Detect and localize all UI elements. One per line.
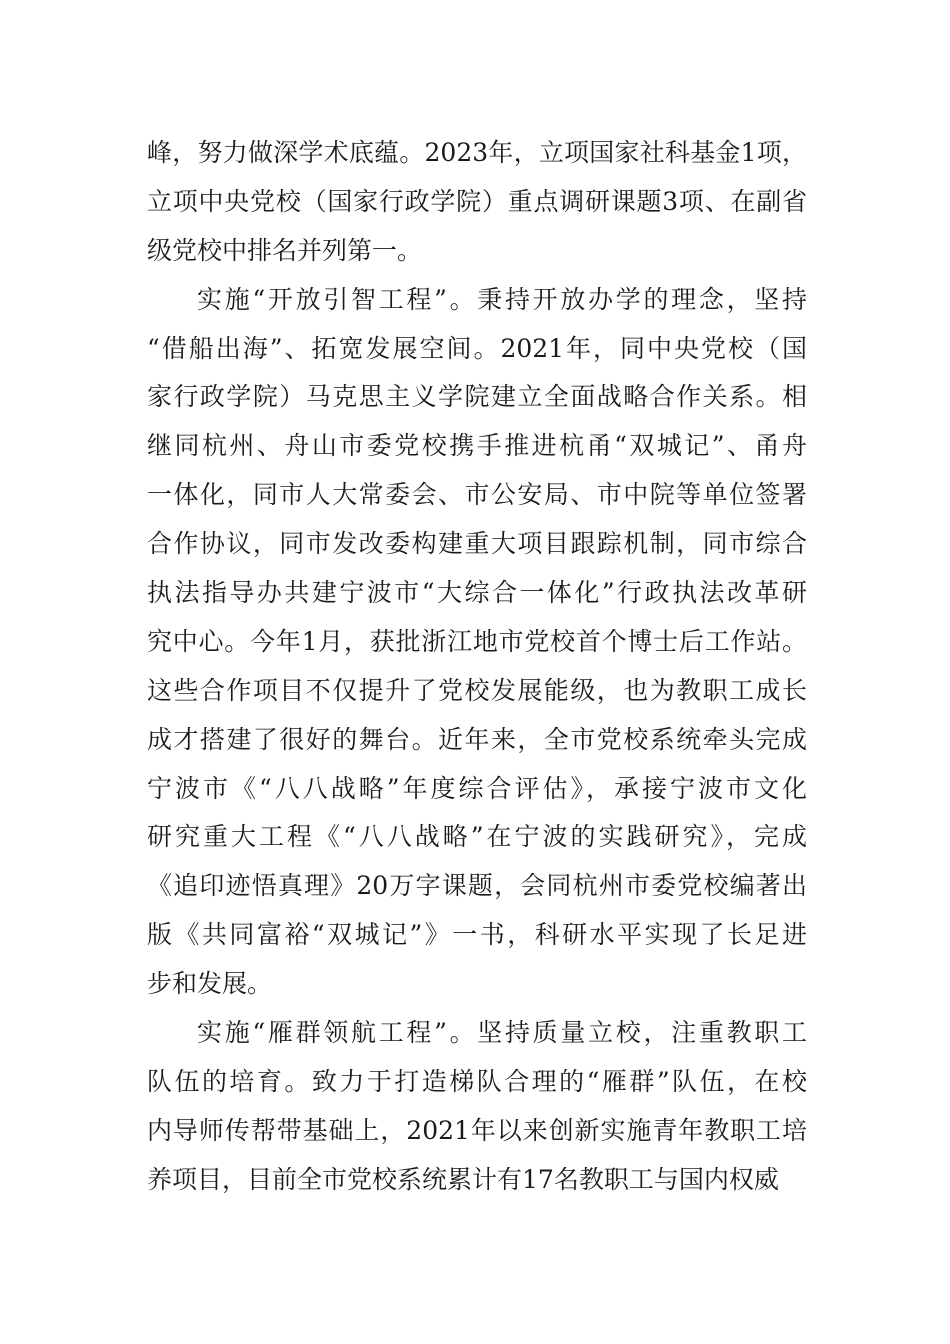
text-line: 内导师传帮带基础上，2021年以来创新实施青年教职工培: [147, 1115, 807, 1145]
text-line: 实施“开放引智工程”。秉持开放办学的理念，坚持: [197, 284, 807, 314]
text-line: 宁波市《“八八战略”年度综合评估》，承接宁波市文化: [147, 773, 807, 803]
paragraph: [147, 276, 807, 1009]
text-line: “借船出海”、拓宽发展空间。2021年，同中央党校（国: [147, 333, 807, 363]
text-line: 队伍的培育。致力于打造梯队合理的“雁群”队伍，在校: [147, 1066, 807, 1096]
text-line: 究中心。今年1月，获批浙江地市党校首个博士后工作站。: [147, 626, 807, 656]
paragraph: [147, 129, 807, 276]
text-line: 执法指导办共建宁波市“大综合一体化”行政执法改革研: [147, 578, 807, 608]
text-line: 一体化，同市人大常委会、市公安局、市中院等单位签署: [147, 480, 807, 510]
text-line: 家行政学院）马克思主义学院建立全面战略合作关系。相: [147, 382, 807, 412]
text-line: 养项目，目前全市党校系统累计有17名教职工与国内权威: [147, 1164, 779, 1194]
text-line: 合作协议，同市发改委构建重大项目跟踪机制，同市综合: [147, 529, 807, 559]
text-line: 继同杭州、舟山市委党校携手推进杭甬“双城记”、甬舟: [147, 431, 807, 461]
text-line: 版《共同富裕“双城记”》一书，科研水平实现了长足进: [147, 920, 807, 950]
paragraph: [147, 1009, 807, 1205]
document-body: [147, 129, 807, 1205]
text-line: 这些合作项目不仅提升了党校发展能级，也为教职工成长: [147, 675, 807, 705]
text-line: 研究重大工程《“八八战略”在宁波的实践研究》，完成: [147, 822, 807, 852]
text-line: 步和发展。: [147, 969, 273, 999]
text-line: 《追印迹悟真理》20万字课题，会同杭州市委党校编著出: [147, 871, 807, 901]
text-line: 级党校中排名并列第一。: [147, 235, 423, 265]
text-line: 立项中央党校（国家行政学院）重点调研课题3项、在副省: [147, 186, 807, 216]
text-line: 实施“雁群领航工程”。坚持质量立校，注重教职工: [197, 1018, 807, 1048]
text-line: 峰，努力做深学术底蕴。2023年，立项国家社科基金1项，: [147, 138, 807, 167]
text-line: 成才搭建了很好的舞台。近年来，全市党校系统牵头完成: [147, 724, 807, 754]
